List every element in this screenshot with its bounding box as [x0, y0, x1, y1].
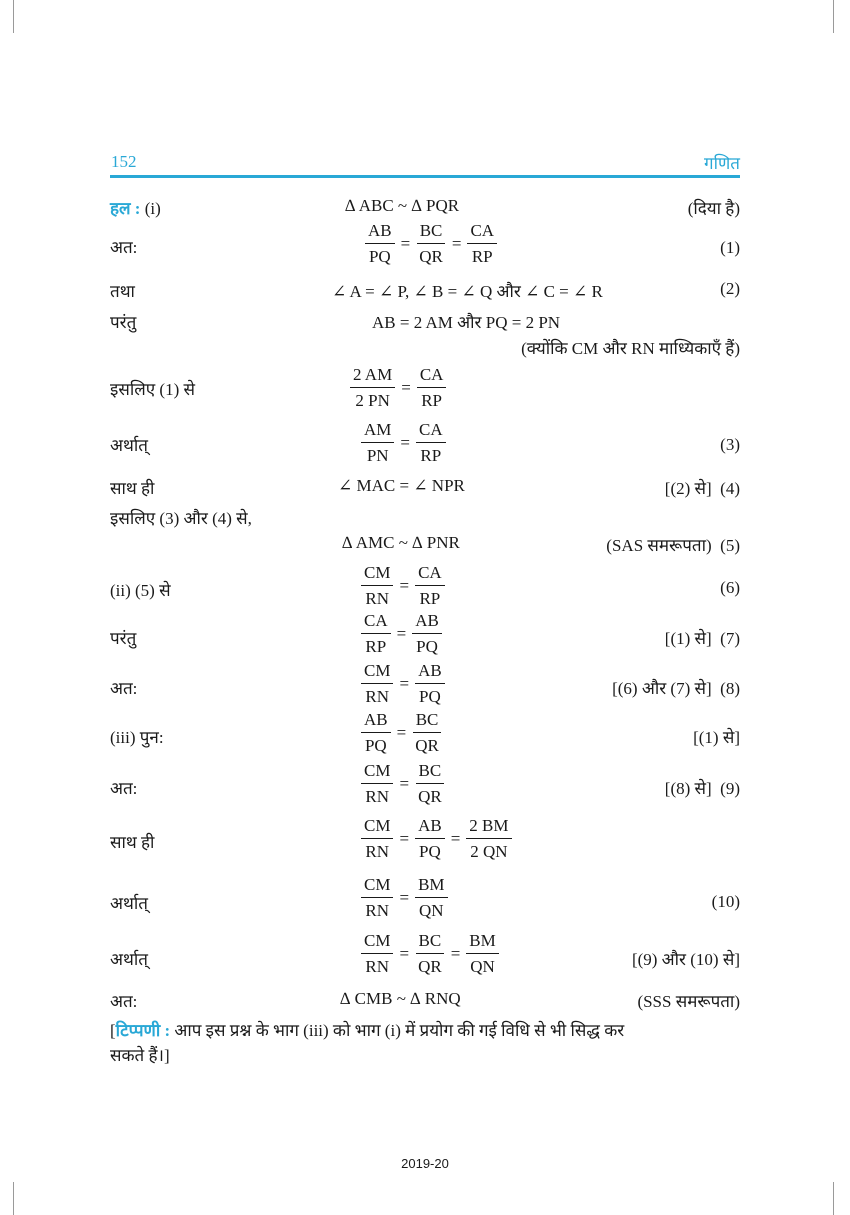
fraction: $\frac{AB}{PQ}$ [415, 815, 445, 863]
part-label: (i) [140, 199, 161, 218]
reference: [(1) से] (7) [664, 629, 740, 648]
note: (SAS समरूपता) (5) [606, 536, 740, 555]
fraction: $\frac{CA}{RP}$ [361, 610, 391, 658]
reference: [(1) से] [693, 728, 740, 747]
reference: [(9) और (10) से] [631, 950, 740, 969]
fraction: $\frac{BM}{QN}$ [415, 874, 447, 922]
note: (क्योंकि CM और RN माध्यिकाएँ हैं) [521, 339, 740, 358]
statement: ∠ MAC = ∠ NPR [338, 476, 465, 495]
fraction: $\frac{CM}{RN}$ [361, 760, 393, 808]
fraction: $\frac{CA}{RP}$ [467, 220, 497, 268]
row-label: परंतु [110, 313, 137, 332]
solution-heading: हल : [110, 199, 141, 218]
row-label: अत: [110, 238, 138, 257]
row-label: अत: [110, 679, 138, 698]
row-label: इसलिए (1) से [110, 380, 195, 399]
statement: ∠ A = ∠ P, ∠ B = ∠ Q और ∠ C = ∠ R [332, 282, 603, 301]
row-label: (iii) पुन: [110, 728, 164, 747]
equation-number: (2) [720, 279, 740, 298]
remark-paragraph [110, 1018, 740, 1068]
fraction: $\frac{2 AM}{2 PN}$ [350, 364, 395, 412]
note: (दिया है) [687, 199, 740, 218]
fraction: $\frac{CM}{RN}$ [361, 930, 393, 978]
equation-number: (5) [720, 536, 740, 555]
fraction: $\frac{AB}{PQ}$ [412, 610, 442, 658]
remark-heading: टिप्पणी : [115, 1021, 171, 1040]
crop-mark-top-right [833, 0, 834, 33]
fraction: $\frac{2 BM}{2 QN}$ [466, 815, 511, 863]
equation: $\frac{CM}{RN}$ = $\frac{BM}{QN}$ [361, 874, 448, 922]
solution-row-5 [110, 364, 740, 416]
equation: $\frac{AM}{PN}$ = $\frac{CA}{RP}$ [361, 419, 446, 467]
header-rule [110, 175, 740, 178]
equation: $\frac{2 AM}{2 PN}$ = $\frac{CA}{RP}$ [350, 364, 446, 412]
equation: $\frac{AB}{PQ}$ = $\frac{BC}{QR}$ = $\frac{CA}{RP}$ [365, 220, 497, 268]
row-label: परंतु [110, 629, 137, 648]
fraction: $\frac{CM}{RN}$ [361, 815, 393, 863]
fraction: $\frac{AM}{PN}$ [361, 419, 394, 467]
fraction: $\frac{BM}{QN}$ [466, 930, 498, 978]
solution-row-15 [110, 815, 740, 867]
solution-row-11 [110, 610, 740, 662]
fraction: $\frac{CM}{RN}$ [361, 874, 393, 922]
equation: $\frac{CM}{RN}$ = $\frac{AB}{PQ}$ [361, 660, 445, 708]
remark-line-1: [टिप्पणी : आप इस प्रश्न के भाग (iii) को भाग (i) में प्रयोग की गई विधि से भी सिद्ध कर [110, 1021, 625, 1040]
solution-row-16 [110, 874, 740, 926]
equation-number: (7) [720, 629, 740, 648]
solution-row-6 [110, 419, 740, 471]
equation: $\frac{AB}{PQ}$ = $\frac{BC}{QR}$ [361, 709, 442, 757]
statement: ∆ ABC ~ ∆ PQR [345, 196, 460, 215]
row-label: अर्थात् [110, 894, 148, 913]
reference: [(2) से] (4) [664, 479, 740, 498]
row-label: अर्थात् [110, 950, 148, 969]
equation-number: (1) [720, 238, 740, 257]
row-label: (ii) (5) से [110, 581, 171, 600]
row-label: अत: [110, 992, 138, 1011]
equation-number: (4) [720, 479, 740, 498]
equation-number: (9) [720, 779, 740, 798]
solution-row-2 [110, 220, 740, 272]
fraction: $\frac{BC}{QR}$ [415, 760, 445, 808]
crop-mark-top-left [13, 0, 14, 33]
solution-row-17 [110, 930, 740, 982]
equation: $\frac{CM}{RN}$ = $\frac{AB}{PQ}$ = $\frac{2 BM}{2 QN}$ [361, 815, 512, 863]
crop-mark-bottom-right [833, 1182, 834, 1215]
equation: $\frac{CM}{RN}$ = $\frac{CA}{RP}$ [361, 562, 445, 610]
fraction: $\frac{CM}{RN}$ [361, 660, 393, 708]
solution-row-4 [110, 310, 740, 356]
fraction: $\frac{CA}{RP}$ [417, 364, 447, 412]
solution-row-13 [110, 709, 740, 761]
solution-label [110, 196, 161, 219]
fraction: $\frac{BC}{QR}$ [412, 709, 442, 757]
row-label: साथ ही [110, 479, 155, 498]
solution-row-14 [110, 760, 740, 812]
row-label: साथ ही [110, 833, 155, 852]
note: (SSS समरूपता) [637, 992, 740, 1011]
statement: AB = 2 AM और PQ = 2 PN [372, 313, 561, 332]
reference: [(6) और (7) से] (8) [612, 679, 740, 698]
row-label: अत: [110, 779, 138, 798]
crop-mark-bottom-left [13, 1182, 14, 1215]
remark-line-2: सकते हैं।] [110, 1046, 170, 1065]
equation: $\frac{CM}{RN}$ = $\frac{BC}{QR}$ = $\frac{BM}{QN}$ [361, 930, 499, 978]
equation-number: (6) [720, 578, 740, 597]
row-label: तथा [110, 282, 135, 301]
equation-number: (10) [711, 892, 740, 911]
fraction: $\frac{CM}{RN}$ [361, 562, 393, 610]
fraction: $\frac{BC}{QR}$ [415, 930, 445, 978]
footer-year: 2019-20 [401, 1156, 449, 1171]
subject-title: गणित [704, 154, 740, 173]
fraction: $\frac{CA}{RP}$ [415, 562, 445, 610]
row-label: अर्थात् [110, 436, 148, 455]
fraction: $\frac{AB}{PQ}$ [415, 660, 445, 708]
fraction: $\frac{CA}{RP}$ [416, 419, 446, 467]
statement: ∆ AMC ~ ∆ PNR [342, 533, 460, 552]
fraction: $\frac{AB}{PQ}$ [365, 220, 395, 268]
reference: [(8) से] (9) [664, 779, 740, 798]
equation-number: (8) [720, 679, 740, 698]
equation-number: (3) [720, 435, 740, 454]
solution-row-12 [110, 660, 740, 712]
page-number: 152 [111, 152, 137, 171]
statement: ∆ CMB ~ ∆ RNQ [340, 989, 461, 1008]
fraction: $\frac{BC}{QR}$ [416, 220, 446, 268]
solution-row-10 [110, 562, 740, 614]
equation: $\frac{CA}{RP}$ = $\frac{AB}{PQ}$ [361, 610, 442, 658]
equation: $\frac{CM}{RN}$ = $\frac{BC}{QR}$ [361, 760, 445, 808]
fraction: $\frac{AB}{PQ}$ [361, 709, 391, 757]
row-label: इसलिए (3) और (4) से, [110, 509, 252, 528]
